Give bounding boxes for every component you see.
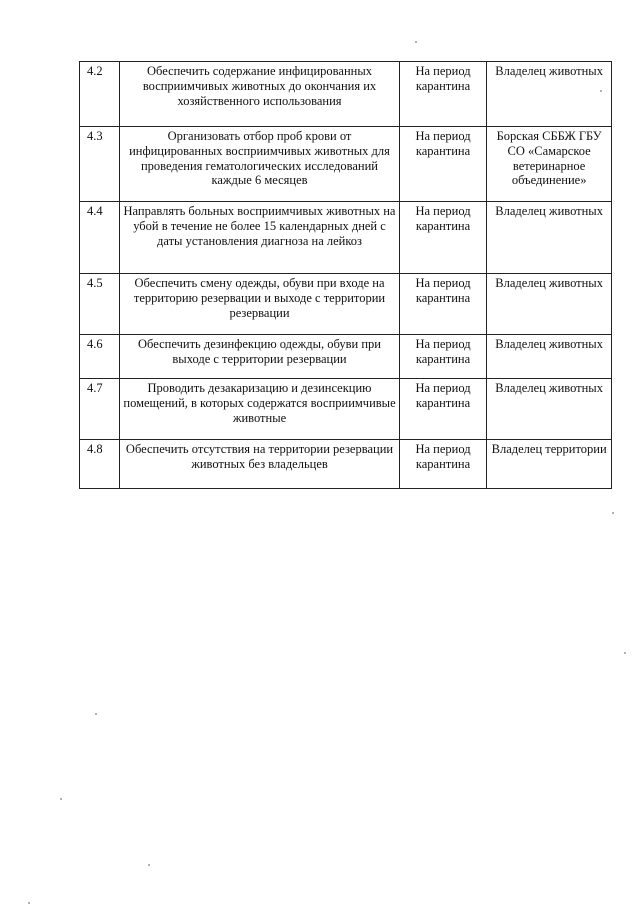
term-text: На период карантина bbox=[399, 379, 486, 440]
measure-text: Организовать отбор проб крови от инфицированных восприимчивых животных для проведения гематологических исследований каждые 6 месяцев bbox=[120, 127, 400, 202]
table-row bbox=[80, 440, 612, 489]
responsible-text: Борская СББЖ ГБУ СО «Самарское ветеринарное объединение» bbox=[487, 127, 612, 202]
row-number: 4.6 bbox=[80, 335, 120, 379]
responsible-text: Владелец животных bbox=[487, 274, 612, 335]
row-number: 4.2 bbox=[80, 62, 120, 127]
term-text: На период карантина bbox=[399, 335, 486, 379]
measure-text: Обеспечить содержание инфицированных восприимчивых животных до окончания их хозяйственного использования bbox=[120, 62, 400, 127]
responsible-text: Владелец животных bbox=[487, 62, 612, 127]
responsible-text: Владелец животных bbox=[487, 202, 612, 274]
term-text: На период карантина bbox=[399, 202, 486, 274]
table-row bbox=[80, 335, 612, 379]
term-text: На период карантина bbox=[399, 274, 486, 335]
row-number: 4.4 bbox=[80, 202, 120, 274]
table-row bbox=[80, 202, 612, 274]
scan-speck bbox=[415, 41, 417, 43]
measure-text: Обеспечить смену одежды, обуви при входе на территорию резервации и выходе с территории резервации bbox=[120, 274, 400, 335]
scan-speck bbox=[60, 798, 62, 800]
scan-speck bbox=[624, 652, 626, 654]
scan-speck bbox=[148, 864, 150, 866]
measures-table bbox=[79, 61, 612, 489]
table-row bbox=[80, 379, 612, 440]
scan-speck bbox=[95, 713, 97, 715]
scan-speck bbox=[612, 512, 614, 514]
responsible-text: Владелец животных bbox=[487, 379, 612, 440]
scan-speck bbox=[28, 902, 30, 904]
measure-text: Обеспечить дезинфекцию одежды, обуви при выходе с территории резервации bbox=[120, 335, 400, 379]
table-row bbox=[80, 62, 612, 127]
table-row bbox=[80, 127, 612, 202]
row-number: 4.5 bbox=[80, 274, 120, 335]
term-text: На период карантина bbox=[399, 127, 486, 202]
term-text: На период карантина bbox=[399, 62, 486, 127]
table-row bbox=[80, 274, 612, 335]
measure-text: Обеспечить отсутствия на территории резервации животных без владельцев bbox=[120, 440, 400, 489]
row-number: 4.3 bbox=[80, 127, 120, 202]
row-number: 4.8 bbox=[80, 440, 120, 489]
row-number: 4.7 bbox=[80, 379, 120, 440]
measure-text: Проводить дезакаризацию и дезинсекцию помещений, в которых содержатся восприимчивые животные bbox=[120, 379, 400, 440]
term-text: На период карантина bbox=[399, 440, 486, 489]
responsible-text: Владелец территории bbox=[487, 440, 612, 489]
scan-speck bbox=[600, 90, 602, 92]
measure-text: Направлять больных восприимчивых животных на убой в течение не более 15 календарных дней с даты установления диагноза на лейкоз bbox=[120, 202, 400, 274]
responsible-text: Владелец животных bbox=[487, 335, 612, 379]
